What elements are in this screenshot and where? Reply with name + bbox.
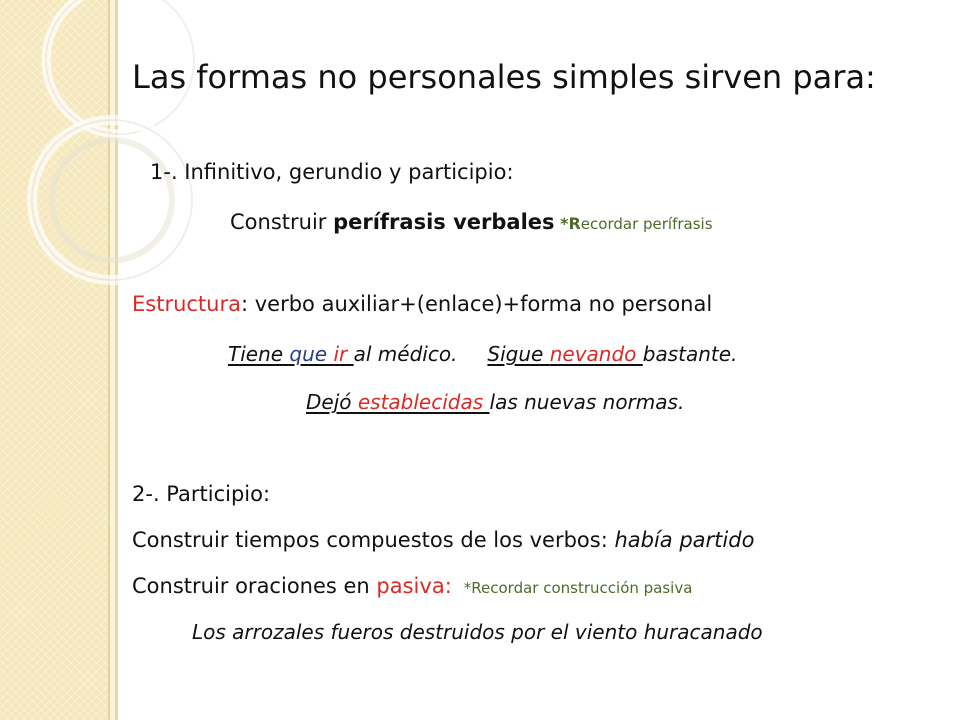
ex2-word-dejo: Dejó: [306, 390, 358, 414]
estructura-text: : verbo auxiliar+(enlace)+forma no personal: [240, 292, 713, 316]
section2-line2-red: pasiva:: [376, 574, 452, 598]
ex2-word-establecidas: establecidas: [357, 390, 490, 414]
section2-line1-text: Construir tiempos compuestos de los verbos:: [132, 528, 615, 552]
note-text: ecordar perífrasis: [580, 215, 713, 233]
ex1-word-medico: al médico.: [353, 342, 458, 366]
ex1-word-nevando: nevando: [549, 342, 643, 366]
ex1-word-ir: ir: [333, 342, 354, 366]
section2-line1-italic: había partido: [614, 528, 755, 552]
estructura-line: [132, 292, 712, 316]
ex1-word-tiene: Tiene: [228, 342, 290, 366]
ex1-word-que: que: [289, 342, 334, 366]
estructura-label: Estructura: [132, 292, 241, 316]
example-line-2: [306, 390, 684, 414]
ex2-word-rest: las nuevas normas.: [489, 390, 685, 414]
section2-line2: [132, 574, 692, 598]
ex1-word-sigue: Sigue: [487, 342, 550, 366]
section2-line2-note: *Recordar construcción pasiva: [463, 579, 693, 597]
construct-line: [230, 210, 713, 234]
construct-bold: perífrasis verbales: [333, 210, 555, 234]
ex1-word-bastante: bastante.: [642, 342, 738, 366]
example-line-1: [228, 342, 737, 366]
section1-heading: 1-. Infinitivo, gerundio y participio:: [150, 160, 514, 184]
section2-line1: [132, 528, 754, 552]
section2-heading: 2-. Participio:: [132, 482, 271, 506]
slide-title: Las formas no personales simples sirven para:: [132, 58, 876, 96]
section2-example: Los arrozales fueros destruidos por el viento huracanado: [192, 620, 763, 644]
section2-line2-text: Construir oraciones en: [132, 574, 377, 598]
construct-prefix: Construir: [230, 210, 334, 234]
note-marker: *R: [554, 214, 581, 233]
